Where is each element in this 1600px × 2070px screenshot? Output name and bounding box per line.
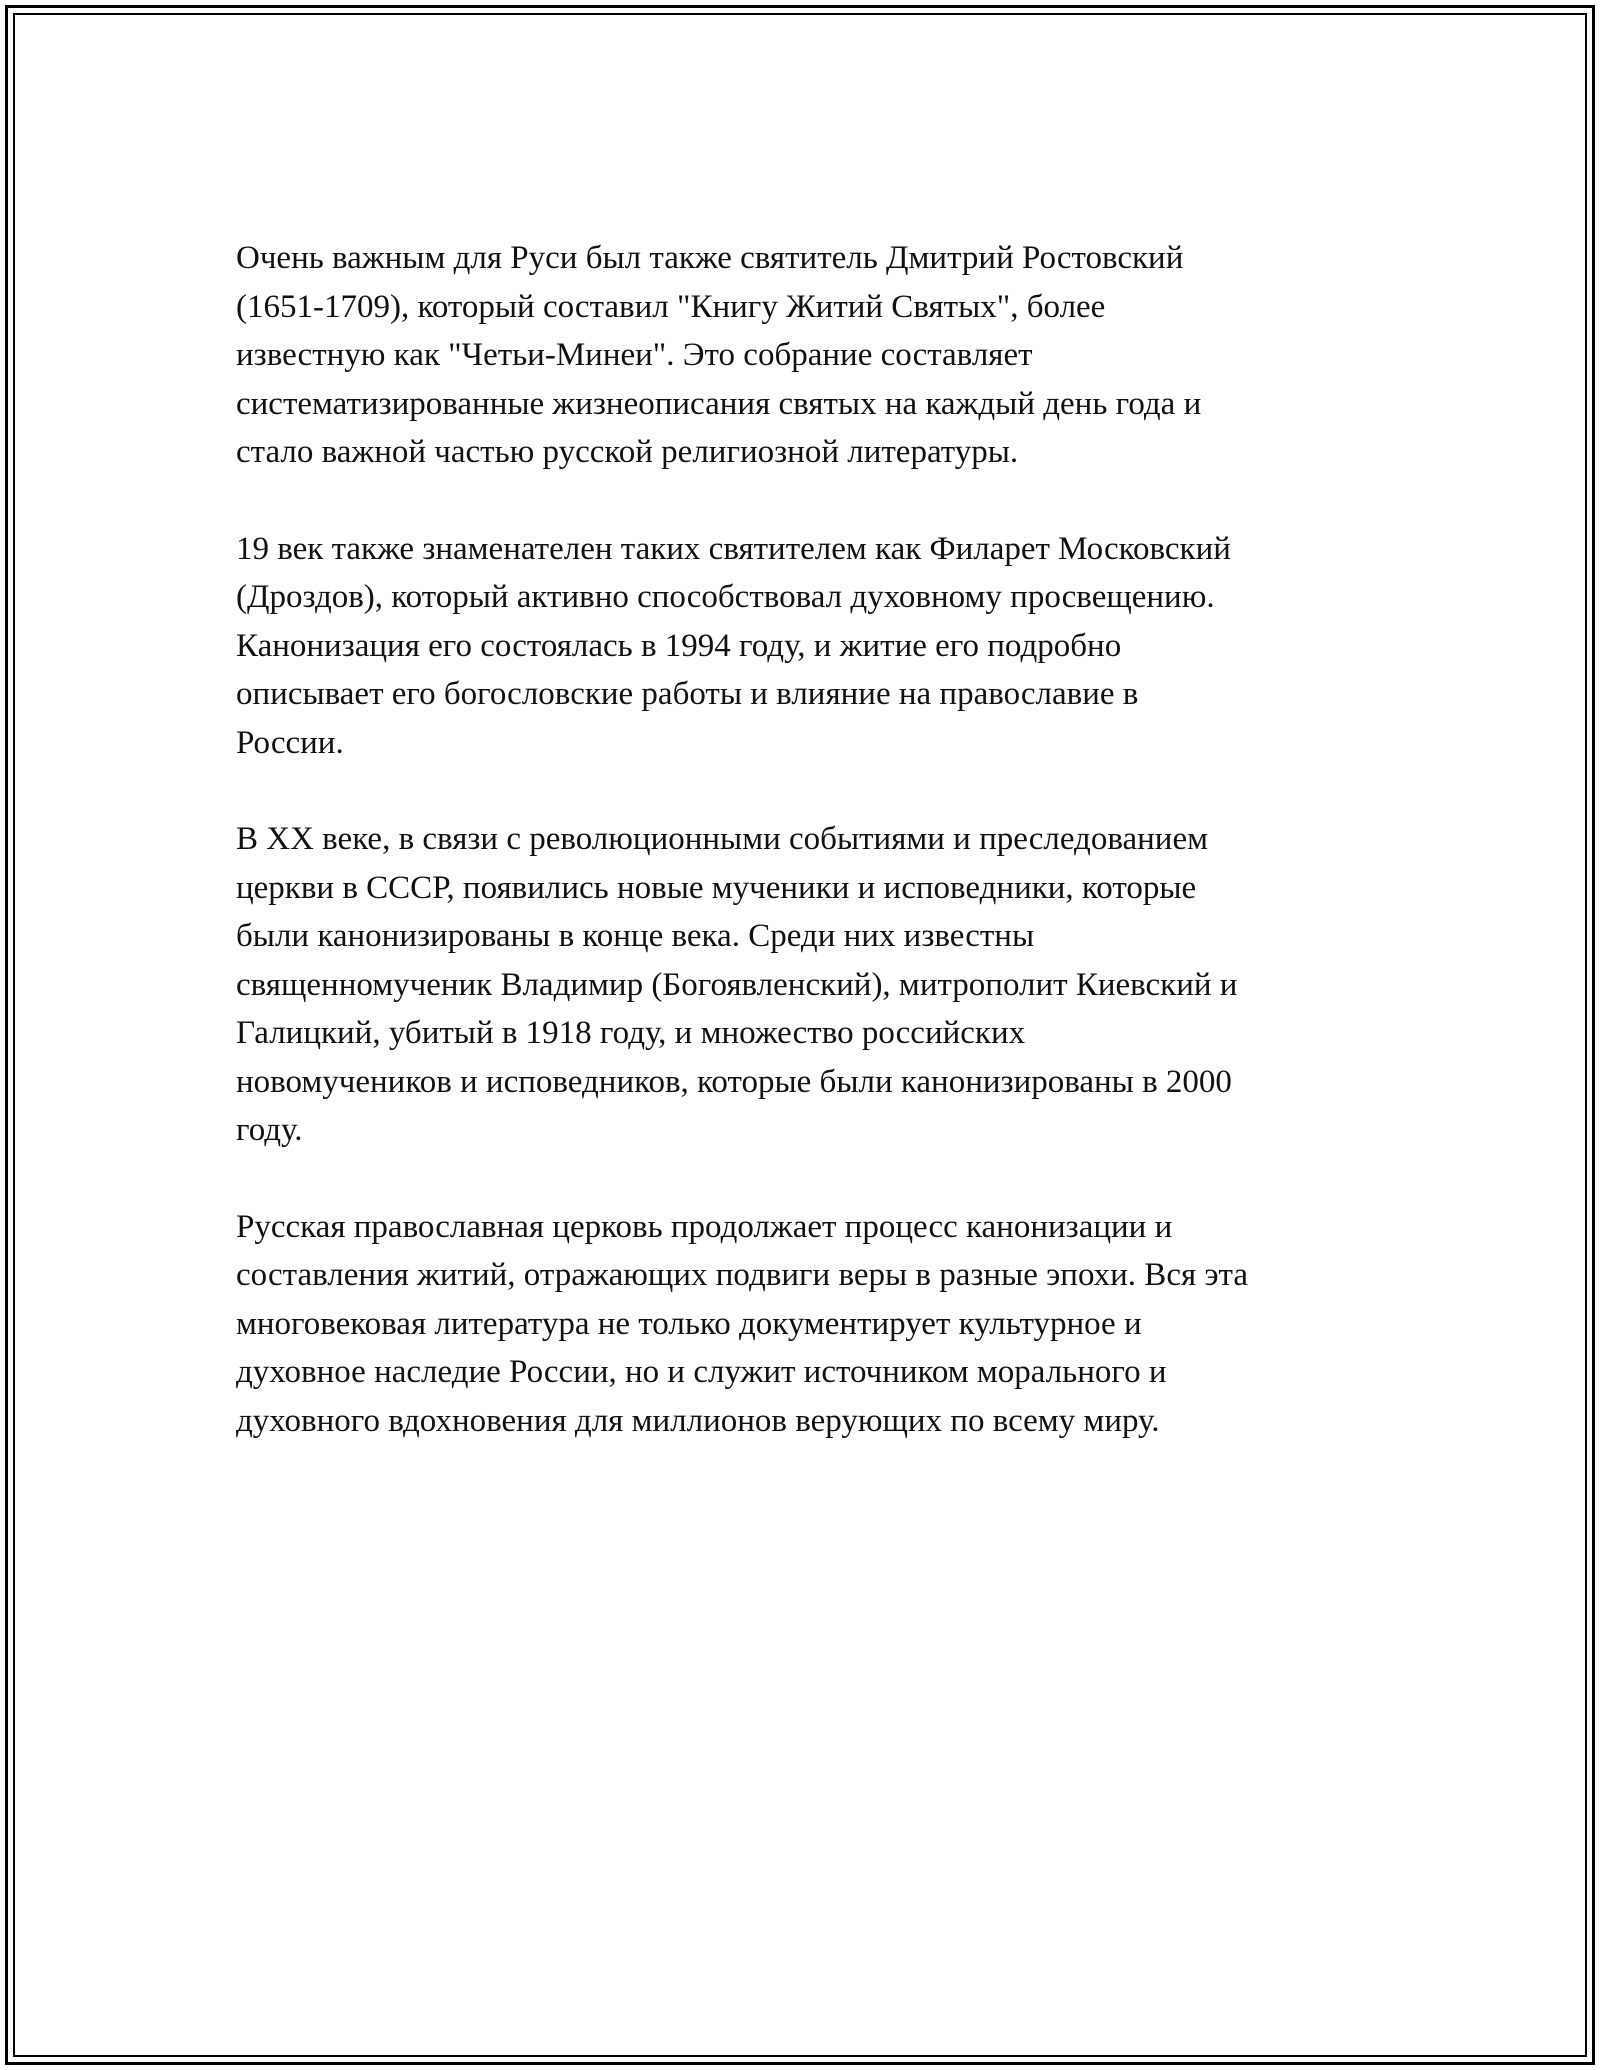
paragraph-xx-century-martyrs: В XX веке, в связи с революционными событиями и преследованием церкви в СССР, появились новые мученики и исповедники, которые были канонизированы в конце века. Среди них известны священномученик Владимир (Богоявленский), митрополит Киевский и Галицкий, убитый в 1918 году, и множество российских новомучеников и исповедников, которые были канонизированы в 2000 году.	[236, 821, 1238, 1148]
paragraph-filaret-moskovsky: 19 век также знаменателен таких святителем как Филарет Московский (Дроздов), который активно способствовал духовному просвещению. Канонизация его состоялась в 1994 году, и житие его подробно описывает его богословские работы и влияние на православие в России.	[236, 530, 1231, 761]
paragraph-canonization-process: Русская православная церковь продолжает процесс канонизации и составления житий, отражающих подвиги веры в разные эпохи. Вся эта многовековая литература не только документирует культурное и духовное наследие России, но и служит источником морального и духовного вдохновения для миллионов верующих по всему миру.	[236, 1208, 1249, 1439]
document-body	[236, 234, 1386, 1493]
paragraph-dmitry-rostovsky: Очень важным для Руси был также святитель Дмитрий Ростовский (1651-1709), который составил "Книгу Житий Святых", более известную как "Четьи-Минеи". Это собрание составляет систематизированные жизнеописания святых на каждый день года и стало важной частью русской религиозной литературы.	[236, 240, 1202, 470]
